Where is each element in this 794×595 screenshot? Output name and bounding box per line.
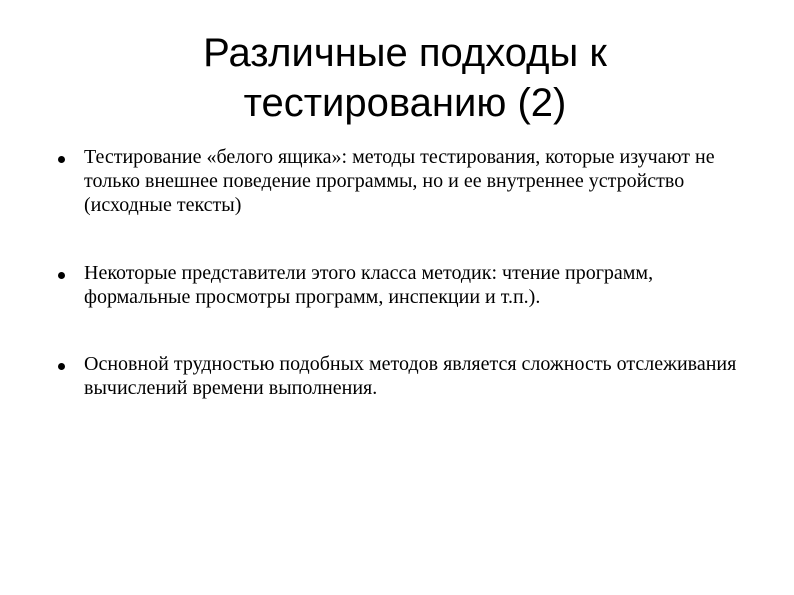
bullet-dot-icon [58, 363, 65, 370]
bullet-dot-icon [58, 156, 65, 163]
bullet-dot-icon [58, 272, 65, 279]
slide-title-line-1: Различные подходы к [203, 31, 607, 75]
slide-title-line-2: тестированию (2) [243, 81, 567, 125]
bullet-text: Некоторые представители этого класса методик: чтение программ, формальные просмотры программ, инспекции и т.п.). [84, 262, 654, 308]
bullet-text: Тестирование «белого ящика»: методы тестирования, которые изучают не только внешнее поведение программы, но и ее внутреннее устройство (исходные тексты) [84, 146, 715, 216]
bullet-text: Основной трудностью подобных методов является сложность отслеживания вычислений времени выполнения. [84, 353, 737, 399]
